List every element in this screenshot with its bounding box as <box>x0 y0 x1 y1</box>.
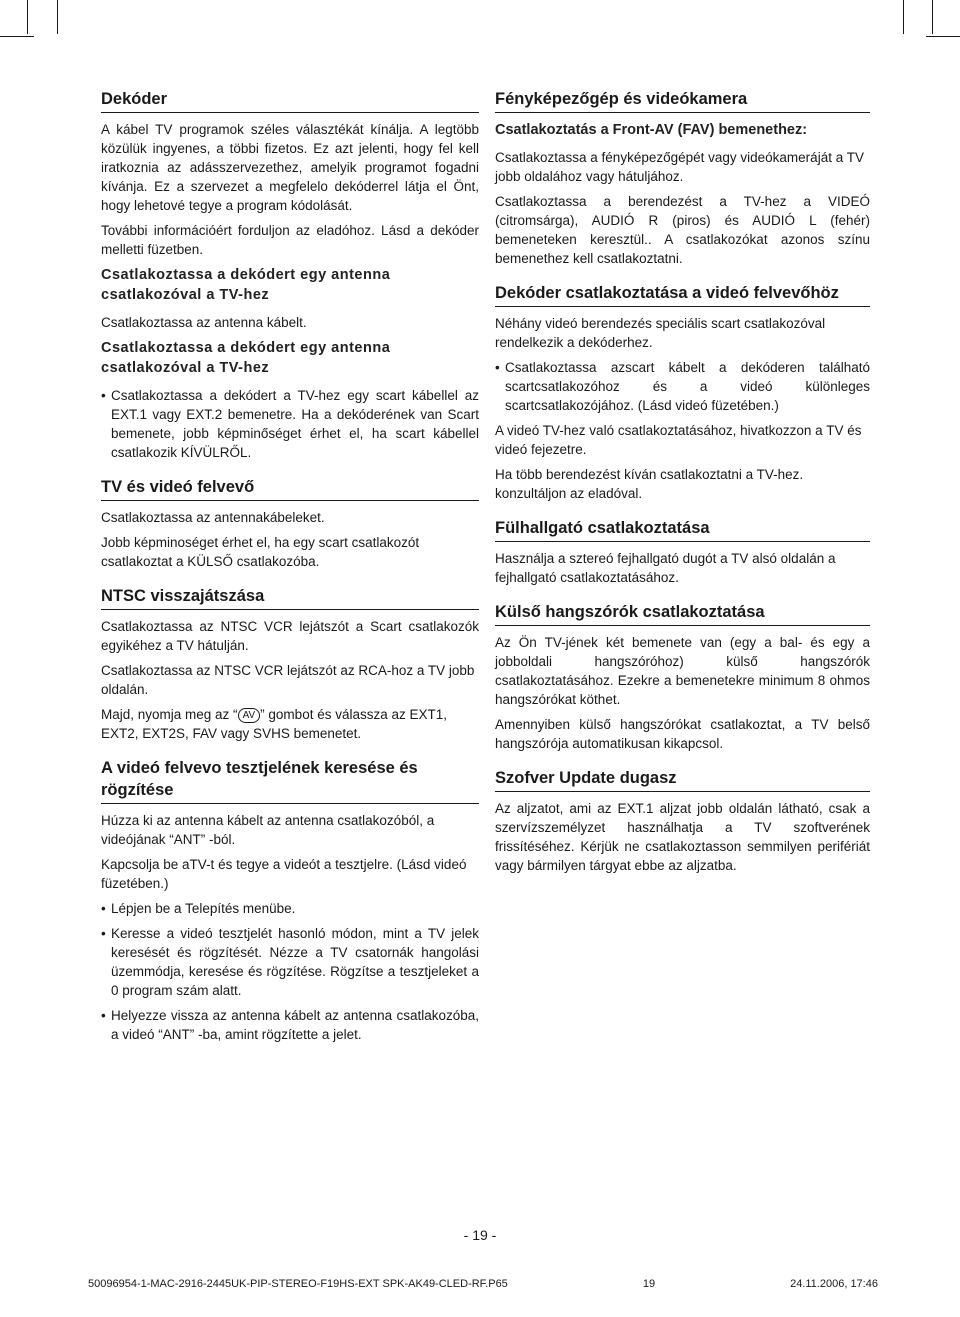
subheading: Csatlakoztassa a dekódert egy antenna csatlakozóval a TV-hez <box>101 267 391 303</box>
paragraph: Húzza ki az antenna kábelt az antenna csatlakozóból, a videójának “ANT” -ból. <box>101 813 435 847</box>
av-button-icon: AV <box>238 708 261 723</box>
bullet-item: • Keresse a videó tesztjelét hasonló módon, mint a TV jelek keresését és rögzítését. Nézze a TV csatornák hangolási üzemmódja, keresése és rögzítése. Rögzítse a tesztjeleket a 0 program szám alatt. <box>101 924 479 1000</box>
crop-mark <box>57 0 58 34</box>
section-heading-software-update: Szofver Update dugasz <box>495 767 870 792</box>
subheading: Csatlakoztatás a Front-AV (FAV) bemenethez: <box>495 122 808 138</box>
section-heading-dekoder: Dekóder <box>101 88 479 113</box>
subheading: Csatlakoztassa a dekódert egy antenna csatlakozóval a TV-hez <box>101 340 391 376</box>
paragraph: Csatlakoztassa az NTSC VCR lejátszót az RCA-hoz a TV jobb oldalán. <box>101 663 475 697</box>
crop-mark <box>932 0 933 34</box>
paragraph: Kapcsolja be aTV-t és tegye a videót a tesztjelre. (Lásd videó füzetében.) <box>101 857 467 891</box>
text-fragment: ” gombot és válassza az EXT1, EXT2, EXT2S, FAV vagy SVHS bemenetet. <box>101 707 448 741</box>
section-heading-external-speakers: Külső hangszórók csatlakoztatása <box>495 601 870 626</box>
bullet-item: • Csatlakoztassa a dekódert a TV-hez egy scart kábellel az EXT.1 vagy EXT.2 bemenetre. Ha a dekóderének van Scart bemenete, jobb képminőséget érhet el, ha scart kábellel csatlakozik KÍVÜLRŐL. <box>101 386 479 462</box>
paragraph: Néhány videó berendezés speciális scart csatlakozóval rendelkezik a dekóderhez. <box>495 316 826 350</box>
bullet-item: • Csatlakoztassa azscart kábelt a dekóderen található scartcsatlakozóhoz és a videó különleges scartcsatlakozójához. (Lásd videó füzetében.) <box>495 358 870 415</box>
crop-mark <box>27 0 28 34</box>
bullet-item: • Lépjen be a Telepítés menübe. <box>101 899 479 918</box>
section-heading-tv-video: TV és videó felvevő <box>101 476 479 501</box>
footer-datetime: 24.11.2006, 17:46 <box>790 1278 878 1290</box>
paragraph: További információért forduljon az eladóhoz. Lásd a dekóder melletti füzetben. <box>101 223 479 257</box>
paragraph: Csatlakoztassa az antennakábeleket. <box>101 510 325 525</box>
section-heading-headphones: Fülhallgató csatlakoztatása <box>495 517 870 542</box>
paragraph: Csatlakoztassa az antenna kábelt. <box>101 315 307 330</box>
paragraph: Amennyiben külső hangszórókat csatlakoztat, a TV belső hangszórója automatikusan kikapcsol. <box>495 717 870 751</box>
right-column <box>495 88 870 881</box>
crop-mark <box>926 36 960 37</box>
paragraph: Ha több berendezést kíván csatlakoztatni a TV-hez. konzultáljon az eladóval. <box>495 467 804 501</box>
page-number: - 19 - <box>463 1227 497 1243</box>
paragraph: Az aljzatot, ami az EXT.1 aljzat jobb oldalán látható, csak a szervízszemélyzet használhatja a TV szoftverének frissítéséhez. Kérjük ne csatlakoztasson semmilyen perifériát vagy bármilyen tárgyat ebbe az aljzatba. <box>495 801 870 873</box>
section-heading-ntsc: NTSC visszajátszása <box>101 585 479 610</box>
paragraph: A videó TV-hez való csatlakoztatásához, hivatkozzon a TV és videó fejezetre. <box>495 423 862 457</box>
bullet-item: • Helyezze vissza az antenna kábelt az antenna csatlakozóba, a videó “ANT” -ba, amint rögzítette a jelet. <box>101 1006 479 1044</box>
paragraph: A kábel TV programok széles választékát kínálja. A legtöbb közülük ingyenes, a többi fizetos. Ez azt jelenti, hogy fel kell iratkoznia az adásszervezethez, amelyik programot fogadni kívánja. Ez a szervezet a megfelelo dekóderrel látja el Önt, hogy lehetové tegye a program kódolását. <box>101 122 479 213</box>
section-heading-decoder-vcr: Dekóder csatlakoztatása a videó felvevőhöz <box>495 282 870 307</box>
paragraph: Jobb képminoséget érhet el, ha egy scart csatlakozót csatlakoztat a KÜLSŐ csatlakozóba. <box>101 535 420 569</box>
paragraph: Használja a sztereó fejhallgató dugót a TV alsó oldalán a fejhallgató csatlakoztatásához. <box>495 551 836 585</box>
left-column <box>101 88 479 1050</box>
paragraph: Csatlakoztassa a berendezést a TV-hez a VIDEÓ (citromsárga), AUDIÓ R (piros) és AUDIÓ L (fehér) bemeneteken keresztül.. A csatlakozókat azonos színu bemenethez kell csatlakoztatni. <box>495 194 870 266</box>
section-heading-camera: Fényképezőgép és videókamera <box>495 88 870 113</box>
paragraph <box>101 705 479 743</box>
paragraph: Csatlakoztassa a fényképezőgépét vagy videókameráját a TV jobb oldalához vagy hátuljához. <box>495 150 864 184</box>
paragraph: Az Ön TV-jének két bemenete van (egy a bal- és egy a jobboldali hangszóróhoz) külső hangszórók csatlakoztatásához. Ezekre a bemenetekre minimum 8 ohmos hangszórókat köthet. <box>495 635 870 707</box>
footer-page: 19 <box>642 1278 656 1290</box>
section-heading-video-test-signal: A videó felvevo tesztjelének keresése és rögzítése <box>101 757 479 804</box>
crop-mark <box>0 36 34 37</box>
footer-filename: 50096954-1-MAC-2916-2445UK-PIP-STEREO-F19HS-EXT SPK-AK49-CLED-RF.P65 <box>88 1278 508 1290</box>
paragraph: Csatlakoztassa az NTSC VCR lejátszót a Scart csatlakozók egyikéhez a TV hátulján. <box>101 619 479 653</box>
print-footer <box>88 1278 878 1290</box>
text-fragment: Majd, nyomja meg az “ <box>101 707 238 722</box>
crop-mark <box>903 0 904 34</box>
